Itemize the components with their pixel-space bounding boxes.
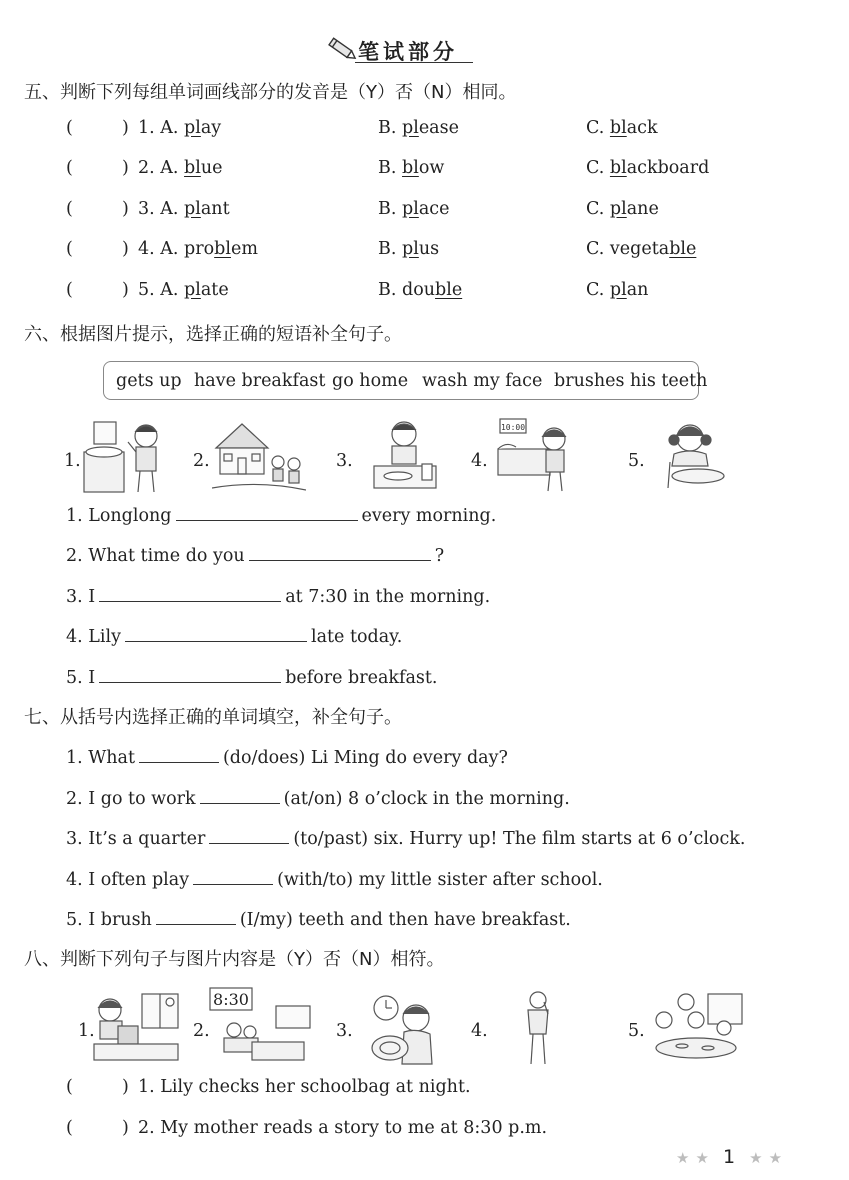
section5-heading: 五、判断下列每组单词画线部分的发音是（Y）否（N）相同。 (24, 82, 517, 103)
title-underline (355, 62, 473, 63)
word-part: ackboard (626, 158, 710, 178)
going-home-illustration (212, 418, 306, 494)
fill-in-sentence (66, 583, 490, 607)
answer-slot[interactable] (78, 201, 118, 221)
man-brushing-teeth-illustration (516, 988, 560, 1068)
sentence-start: 5. I brush (66, 910, 152, 930)
sentence-start: 2. I go to work (66, 789, 196, 809)
section8-heading: 八、判断下列句子与图片内容是（Y）否（N）相符。 (24, 949, 445, 970)
page-number-footer (676, 1146, 782, 1168)
answer-bracket-open: ( (66, 280, 73, 300)
option-label: C. (586, 239, 605, 259)
word-option-b (378, 239, 439, 259)
underlined-letters: pl (184, 280, 201, 300)
sentence-start: 3. I (66, 587, 96, 607)
word-option-a (138, 239, 258, 259)
word-part: ack (626, 118, 658, 138)
answer-blank[interactable] (193, 866, 273, 885)
clock-readout: 10:00 (500, 423, 526, 432)
fill-in-sentence (66, 866, 603, 890)
option-label: C. (586, 280, 605, 300)
girl-getting-up-late-illustration (496, 415, 592, 495)
word-part: ue (200, 158, 223, 178)
underlined-letters: pl (184, 199, 201, 219)
word-option-a (138, 280, 229, 300)
girl-washing-face-illustration (656, 418, 732, 494)
page-number: 1 (723, 1146, 736, 1168)
answer-slot[interactable] (78, 241, 118, 261)
word-part: vegeta (609, 239, 670, 259)
word-option-a (138, 199, 230, 219)
answer-blank[interactable] (200, 785, 280, 804)
option-label: C. (586, 199, 605, 219)
answer-bracket-close: ) (122, 239, 129, 259)
answer-bracket-open: ( (66, 1077, 73, 1097)
clock-readout: 8:30 (213, 990, 249, 1009)
phrase-item: go home (332, 371, 409, 391)
pic-label: 3. (336, 451, 353, 471)
sentence-start: 4. I often play (66, 870, 190, 890)
word-part: dou (402, 280, 436, 300)
word-part: ant (200, 199, 230, 219)
word-part: ow (418, 158, 445, 178)
underlined-letters: bl (402, 158, 419, 178)
page-title-block (325, 30, 485, 70)
word-option-b (378, 199, 449, 219)
page-title: 笔试部分 (358, 40, 458, 64)
word-part: ace (418, 199, 450, 219)
question-number: 2. A. (138, 158, 179, 178)
sentence-end: (I/my) teeth and then have breakfast. (239, 910, 571, 930)
answer-bracket-open: ( (66, 118, 73, 138)
pic-label: 1. (78, 1021, 95, 1041)
word-part: us (418, 239, 440, 259)
pic-label: 5. (628, 1021, 645, 1041)
answer-blank[interactable] (139, 744, 219, 763)
phrase-item: brushes his teeth (554, 371, 708, 391)
underlined-letters: bl (214, 239, 231, 259)
question-number: 3. A. (138, 199, 179, 219)
question-number: 4. A. (138, 239, 179, 259)
star-icon: ★ (676, 1149, 690, 1167)
section6-heading: 六、根据图片提示，选择正确的短语补全句子。 (24, 324, 402, 345)
answer-bracket-close: ) (122, 1118, 129, 1138)
answer-slot[interactable] (78, 160, 118, 180)
answer-blank[interactable] (249, 542, 431, 561)
answer-bracket-close: ) (122, 118, 129, 138)
word-option-b (378, 280, 462, 300)
boy-yawning-clock-illustration (368, 990, 444, 1066)
sentence-end: at 7:30 in the morning. (285, 587, 491, 607)
word-part: ane (626, 199, 659, 219)
word-option-c (586, 239, 696, 259)
star-icon: ★ (749, 1149, 763, 1167)
question-number: 1. A. (138, 118, 179, 138)
option-label: B. (378, 199, 397, 219)
underlined-letters: pl (184, 118, 201, 138)
underlined-letters: pl (609, 280, 627, 300)
word-option-c (586, 118, 658, 138)
phrase-item: have breakfast (194, 371, 326, 391)
fill-in-sentence (66, 502, 496, 526)
word-part: ay (200, 118, 222, 138)
pencil-icon (325, 34, 359, 64)
family-breakfast-illustration (652, 990, 744, 1068)
underlined-letters: pl (609, 199, 627, 219)
word-part: ease (418, 118, 459, 138)
pic-label: 2. (193, 1021, 210, 1041)
sentence-end: late today. (310, 627, 403, 647)
option-label: C. (586, 158, 605, 178)
star-icon: ★ (768, 1149, 783, 1167)
fill-in-sentence (66, 906, 571, 930)
answer-bracket-close: ) (122, 1077, 129, 1097)
sentence-start: 2. What time do you (66, 546, 245, 566)
underlined-letters: bl (609, 158, 627, 178)
pic-label: 1. (64, 451, 81, 471)
answer-blank[interactable] (176, 502, 358, 521)
answer-blank[interactable] (156, 906, 236, 925)
sentence-end: (at/on) 8 o’clock in the morning. (283, 789, 570, 809)
sentence-end: (to/past) six. Hurry up! The film starts at 6 o’clock. (293, 829, 746, 849)
pic-label: 2. (193, 451, 210, 471)
option-label: B. (378, 280, 397, 300)
sentence-end: ? (434, 546, 445, 566)
answer-bracket-close: ) (122, 280, 129, 300)
fill-in-sentence (66, 825, 745, 849)
fill-in-sentence (66, 744, 508, 768)
sentence-end: (with/to) my little sister after school. (277, 870, 603, 890)
phrase-box (103, 361, 708, 400)
sentence-start: 3. It’s a quarter (66, 829, 206, 849)
question-number: 5. A. (138, 280, 179, 300)
answer-bracket-open: ( (66, 239, 73, 259)
word-option-c (586, 199, 659, 219)
judgement-statement: 2. My mother reads a story to me at 8:30 p.m. (138, 1118, 548, 1138)
sentence-start: 4. Lily (66, 627, 121, 647)
mother-reading-story-illustration (208, 986, 314, 1066)
answer-blank[interactable] (99, 664, 281, 683)
underlined-letters: pl (402, 199, 419, 219)
answer-blank[interactable] (209, 825, 289, 844)
word-option-a (138, 118, 221, 138)
option-label: C. (586, 118, 605, 138)
word-part: em (230, 239, 258, 259)
option-label: B. (378, 118, 397, 138)
answer-slot[interactable] (78, 1120, 118, 1140)
answer-bracket-open: ( (66, 158, 73, 178)
section7-heading: 七、从括号内选择正确的单词填空，补全句子。 (24, 707, 402, 728)
answer-bracket-open: ( (66, 199, 73, 219)
phrase-item: wash my face (422, 371, 543, 391)
underlined-letters: pl (402, 118, 419, 138)
answer-bracket-close: ) (122, 199, 129, 219)
pic-label: 5. (628, 451, 645, 471)
sentence-end: every morning. (361, 506, 497, 526)
word-option-b (378, 118, 459, 138)
underlined-letters: ble (669, 239, 697, 259)
underlined-letters: pl (402, 239, 419, 259)
pic-label: 4. (471, 451, 488, 471)
phrase-item: gets up (116, 371, 182, 391)
pic-label: 4. (471, 1021, 488, 1041)
word-option-a (138, 158, 223, 178)
answer-slot[interactable] (78, 282, 118, 302)
word-option-c (586, 158, 709, 178)
girl-checking-schoolbag-illustration (90, 990, 182, 1066)
fill-in-sentence (66, 785, 570, 809)
fill-in-sentence (66, 542, 444, 566)
sentence-end: before breakfast. (285, 668, 438, 688)
word-part: ate (200, 280, 229, 300)
answer-blank[interactable] (99, 583, 281, 602)
fill-in-sentence (66, 623, 402, 647)
sentence-end: (do/does) Li Ming do every day? (222, 748, 508, 768)
boy-brushing-teeth-illustration (80, 416, 172, 496)
pic-label: 3. (336, 1021, 353, 1041)
answer-blank[interactable] (125, 623, 307, 642)
word-option-c (586, 280, 648, 300)
word-part: pro (184, 239, 215, 259)
underlined-letters: bl (184, 158, 201, 178)
sentence-start: 5. I (66, 668, 96, 688)
boy-eating-breakfast-illustration (368, 416, 446, 494)
option-label: B. (378, 239, 397, 259)
sentence-start: 1. Longlong (66, 506, 172, 526)
word-part: an (626, 280, 649, 300)
judgement-statement: 1. Lily checks her schoolbag at night. (138, 1077, 471, 1097)
answer-bracket-close: ) (122, 158, 129, 178)
underlined-letters: ble (435, 280, 463, 300)
star-icon: ★ (695, 1149, 709, 1167)
answer-slot[interactable] (78, 120, 118, 140)
answer-slot[interactable] (78, 1079, 118, 1099)
word-option-b (378, 158, 444, 178)
option-label: B. (378, 158, 397, 178)
underlined-letters: bl (609, 118, 627, 138)
answer-bracket-open: ( (66, 1118, 73, 1138)
fill-in-sentence (66, 664, 438, 688)
sentence-start: 1. What (66, 748, 135, 768)
